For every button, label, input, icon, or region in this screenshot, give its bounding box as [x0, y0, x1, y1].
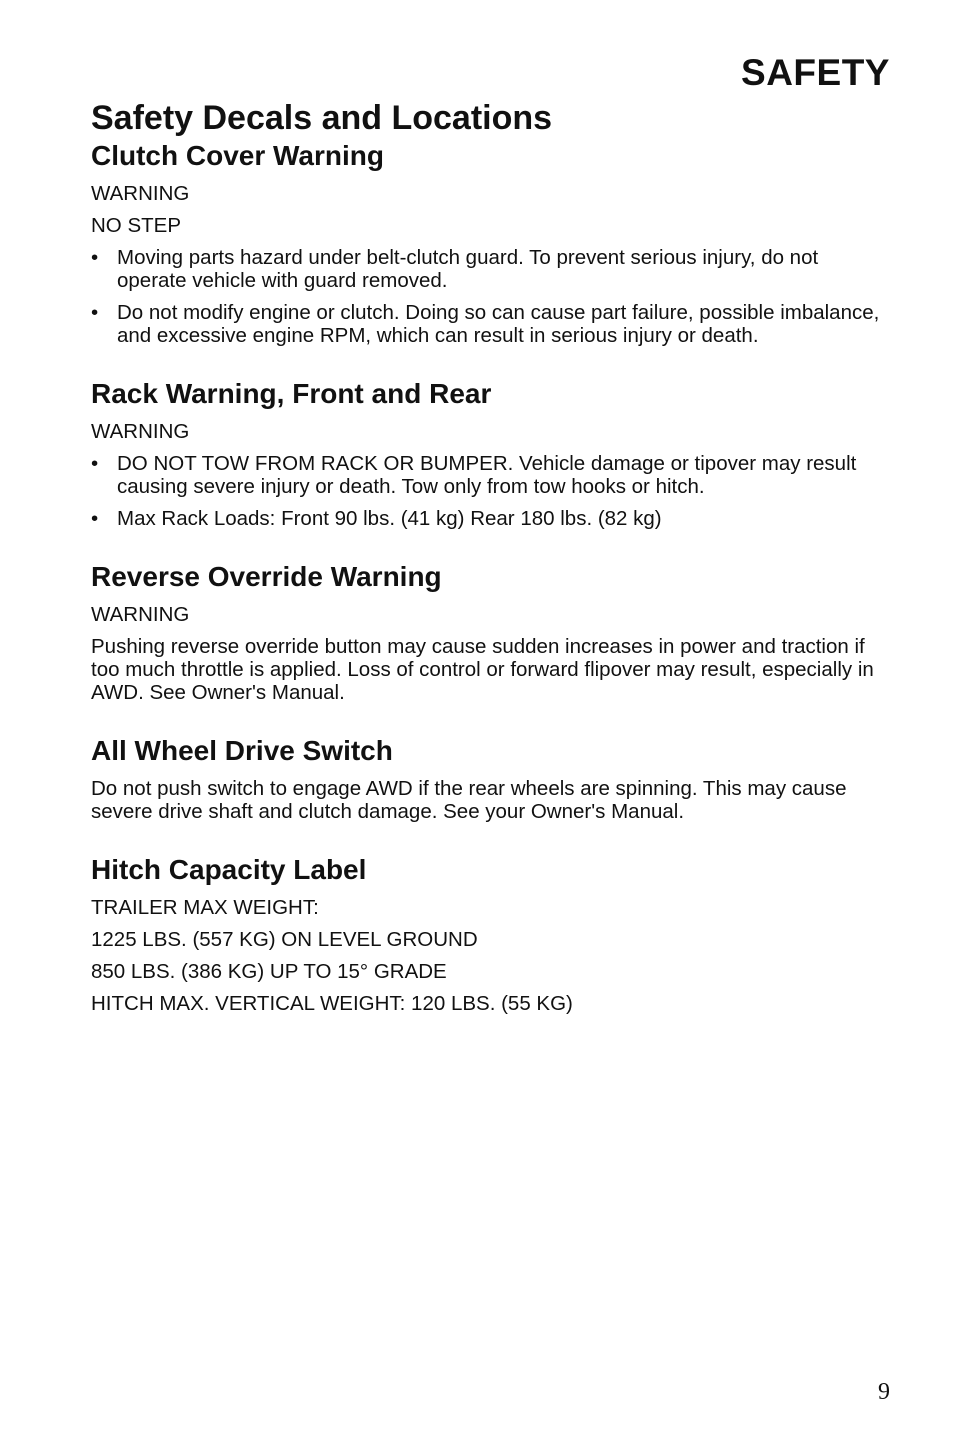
level-ground-capacity: 1225 LBS. (557 KG) ON LEVEL GROUND — [91, 928, 478, 951]
bullet-list — [91, 246, 891, 347]
section-heading: Reverse Override Warning — [91, 561, 442, 592]
list-item: • Do not modify engine or clutch. Doing so can cause part failure, possible imbalance, and excessive engine RPM, which can result in serious injury or death. — [91, 301, 891, 347]
section-heading: Rack Warning, Front and Rear — [91, 378, 492, 409]
section-rack-warning — [91, 377, 891, 530]
section-reverse-override-warning — [91, 560, 891, 704]
section-clutch-cover-warning — [91, 139, 891, 347]
page-number: 9 — [878, 1379, 890, 1405]
list-item: • Max Rack Loads: Front 90 lbs. (41 kg) Rear 180 lbs. (82 kg) — [91, 507, 891, 530]
section-heading: All Wheel Drive Switch — [91, 735, 393, 766]
warning-label: WARNING — [91, 603, 190, 626]
trailer-max-weight-label: TRAILER MAX WEIGHT: — [91, 896, 319, 919]
list-item: • Moving parts hazard under belt-clutch guard. To prevent serious injury, do not operate vehicle with guard removed. — [91, 246, 891, 292]
grade-capacity: 850 LBS. (386 KG) UP TO 15° GRADE — [91, 960, 447, 983]
warning-label: WARNING — [91, 182, 190, 205]
hitch-vertical-weight: HITCH MAX. VERTICAL WEIGHT: 120 LBS. (55 KG) — [91, 992, 573, 1015]
page-title: Safety Decals and Locations — [91, 99, 553, 137]
section-all-wheel-drive-switch — [91, 734, 891, 823]
list-item: • DO NOT TOW FROM RACK OR BUMPER. Vehicle damage or tipover may result causing severe injury or death. Tow only from tow hooks or hitch. — [91, 452, 891, 498]
bullet-list — [91, 452, 891, 530]
warning-label: WARNING — [91, 420, 190, 443]
section-heading: Hitch Capacity Label — [91, 854, 367, 885]
section-heading: Clutch Cover Warning — [91, 140, 384, 171]
section-header: SAFETY — [741, 52, 890, 93]
body-paragraph: Do not push switch to engage AWD if the rear wheels are spinning. This may cause severe drive shaft and clutch damage. See your Owner's Manual. — [91, 777, 847, 823]
body-paragraph: Pushing reverse override button may cause sudden increases in power and traction if too much throttle is applied. Loss of control or forward flipover may result, especially in AWD. See Owner's Manual. — [91, 635, 874, 704]
page-content — [91, 98, 891, 1015]
section-hitch-capacity-label — [91, 853, 891, 1015]
no-step-label: NO STEP — [91, 214, 181, 237]
